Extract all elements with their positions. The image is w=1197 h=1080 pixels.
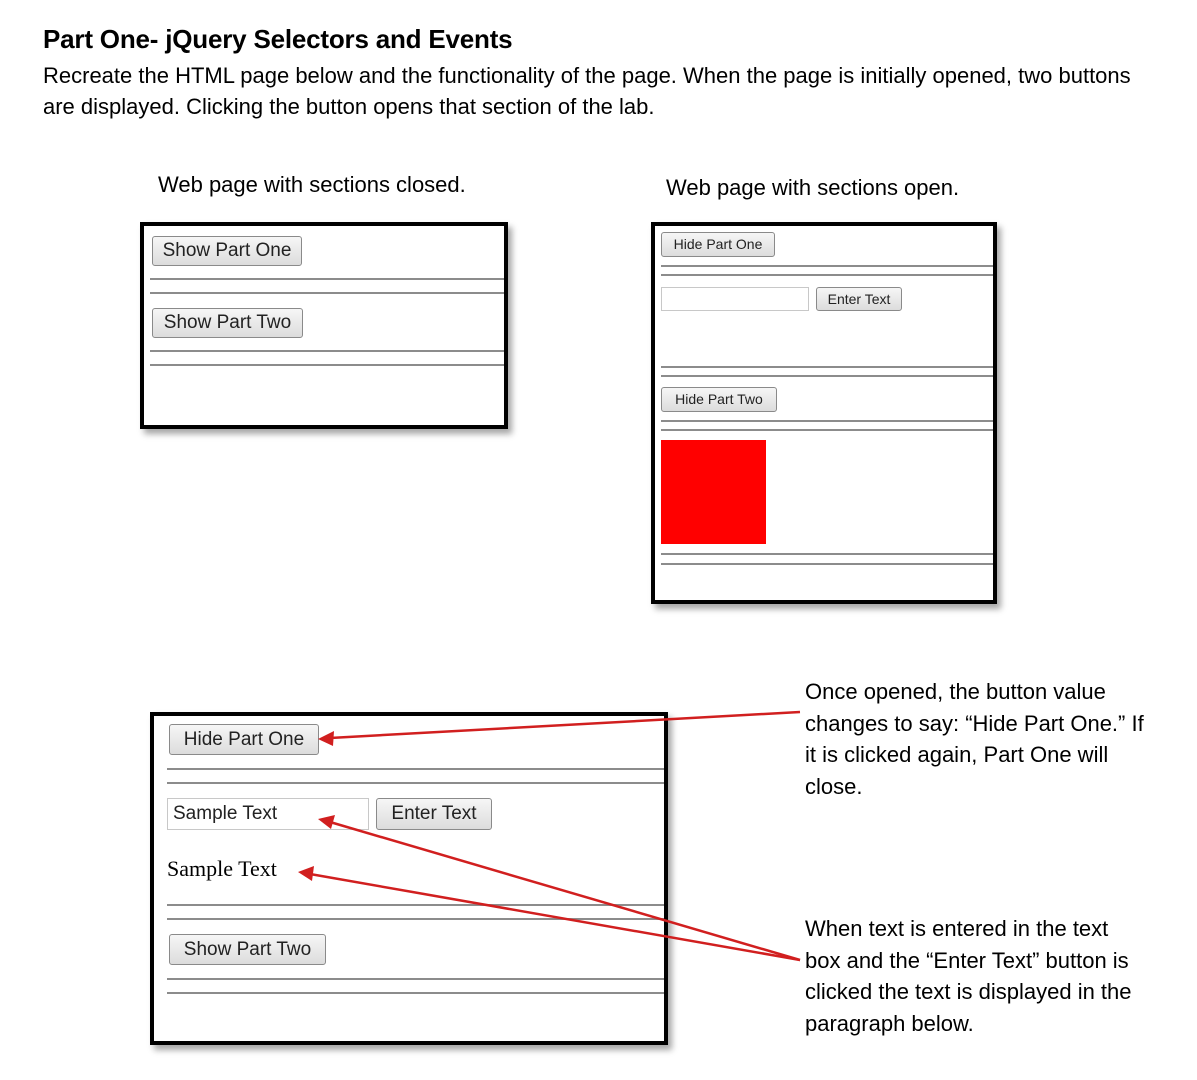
hide-part-one-button[interactable]: Hide Part One [169,724,319,755]
hide-part-one-button[interactable]: Hide Part One [661,232,775,257]
enter-text-button[interactable]: Enter Text [376,798,492,830]
arrow-to-hide-button [330,712,800,738]
closed-caption: Web page with sections closed. [158,172,466,197]
page-title: Part One- jQuery Selectors and Events [43,24,513,54]
intro-paragraph: Recreate the HTML page below and the functionality of the page. When the page is initially opened, two buttons are displayed. Clicking the button opens that section of the lab. [43,63,1131,119]
text-input[interactable]: Sample Text [167,798,369,830]
arrowhead [298,866,314,881]
open-caption: Web page with sections open. [666,175,960,200]
enter-text-button[interactable]: Enter Text [816,287,902,311]
show-part-two-button[interactable]: Show Part Two [169,934,326,965]
show-part-one-button[interactable]: Show Part One [152,236,302,266]
output-paragraph: Sample Text [167,856,277,881]
show-part-two-button[interactable]: Show Part Two [152,308,303,338]
button-change-note: Once opened, the button value changes to say: “Hide Part One.” If it is clicked again, Part One will close. [805,679,1144,799]
text-entry-note: When text is entered in the text box and the “Enter Text” button is clicked the text is displayed in the paragraph below. [805,916,1132,1036]
hide-part-two-button[interactable]: Hide Part Two [661,387,777,412]
arrowhead [318,815,335,829]
arrowhead [318,731,334,746]
